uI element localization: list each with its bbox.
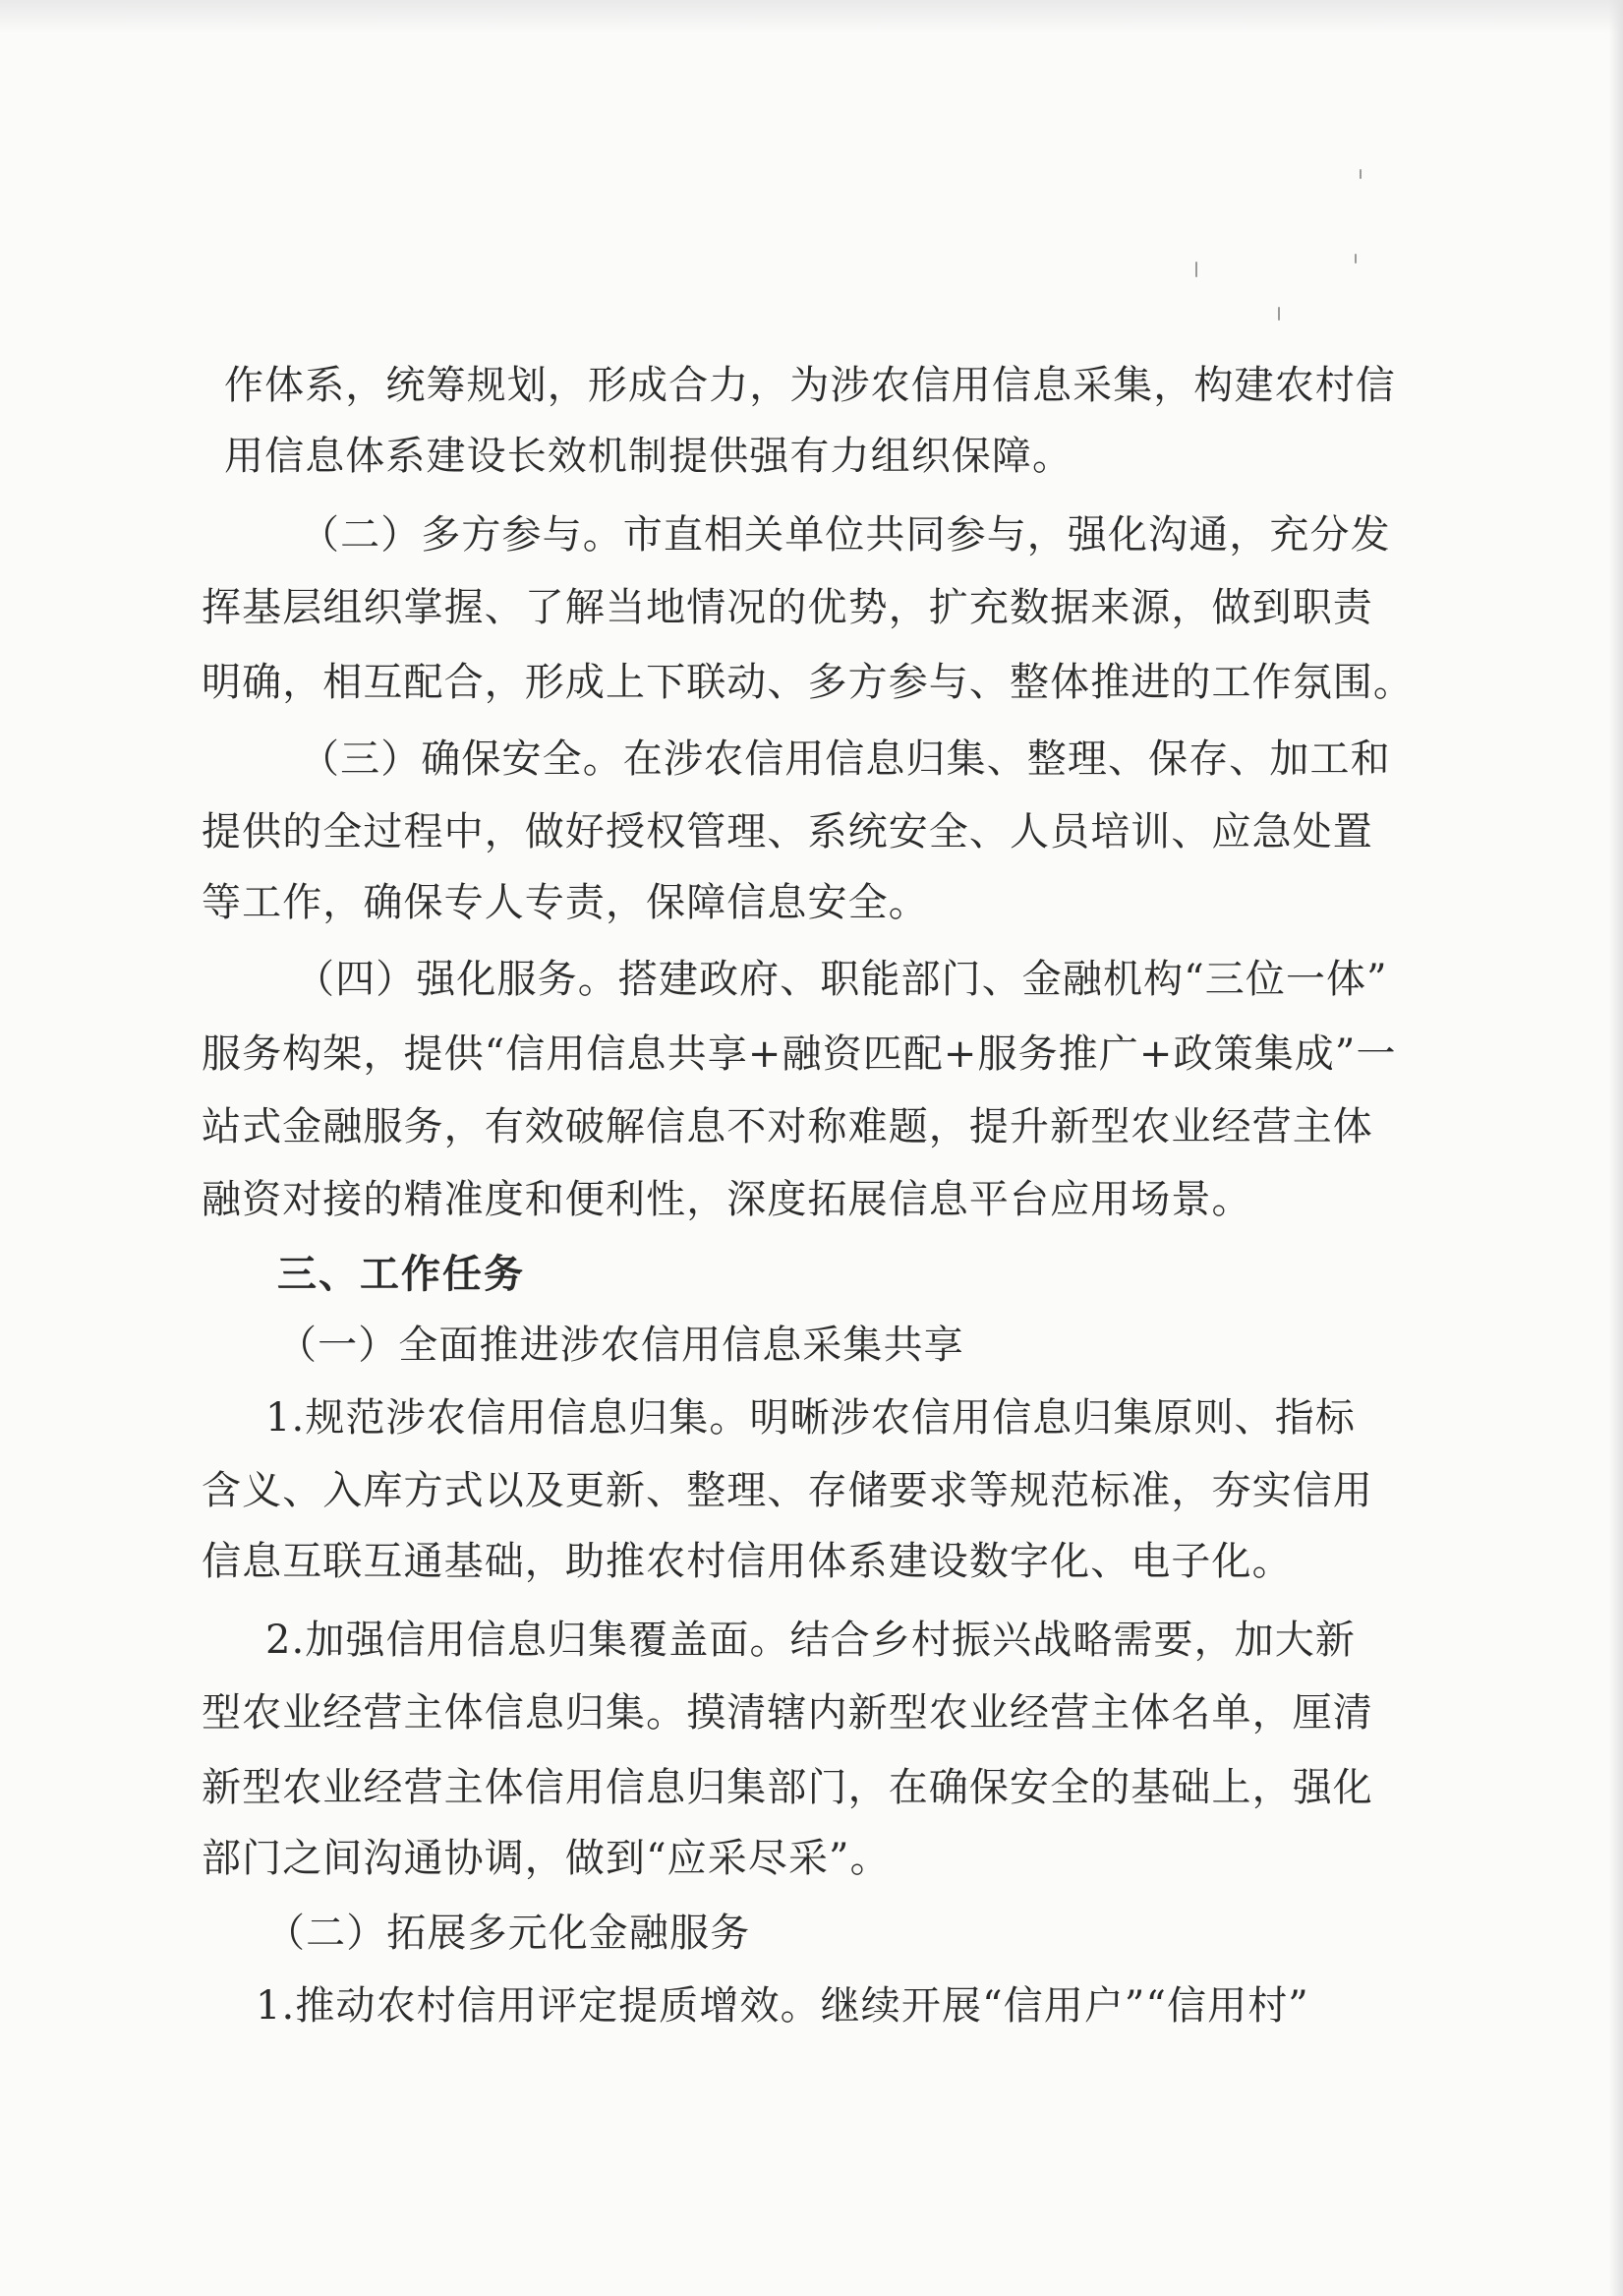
text-line: （二）多方参与。市直相关单位共同参与，强化沟通，充分发 xyxy=(300,512,1391,558)
text-line: 作体系，统筹规划，形成合力，为涉农信用信息采集，构建农村信 xyxy=(224,363,1396,408)
text-line: （三）确保安全。在涉农信用信息归集、整理、保存、加工和 xyxy=(300,736,1391,782)
subsection-heading: （一）全面推进涉农信用信息采集共享 xyxy=(277,1323,964,1368)
text-line: 等工作，确保专人专责，保障信息安全。 xyxy=(202,880,929,925)
text-line: （四）强化服务。搭建政府、职能部门、金融机构“三位一体” xyxy=(295,957,1388,1002)
section-heading: 三、工作任务 xyxy=(277,1252,525,1297)
text-line: 服务构架，提供“信用信息共享+融资匹配+服务推广+政策集成”一 xyxy=(202,1031,1397,1077)
text-line: 新型农业经营主体信用信息归集部门，在确保安全的基础上，强化 xyxy=(202,1765,1373,1810)
text-line: 用信息体系建设长效机制提供强有力组织保障。 xyxy=(224,434,1073,479)
text-line: 型农业经营主体信息归集。摸清辖内新型农业经营主体名单，厘清 xyxy=(202,1690,1373,1736)
text-line: 挥基层组织掌握、了解当地情况的优势，扩充数据来源，做到职责 xyxy=(202,585,1373,630)
text-line: 明确，相互配合，形成上下联动、多方参与、整体推进的工作氛围。 xyxy=(202,660,1414,705)
text-line: 提供的全过程中，做好授权管理、系统安全、人员培训、应急处置 xyxy=(202,809,1373,854)
text-line: 站式金融服务，有效破解信息不对称难题，提升新型农业经营主体 xyxy=(202,1104,1373,1149)
text-line: 含义、入库方式以及更新、整理、存储要求等规范标准，夯实信用 xyxy=(202,1468,1373,1513)
subsection-heading: （二）拓展多元化金融服务 xyxy=(265,1911,751,1956)
text-line: 融资对接的精准度和便利性，深度拓展信息平台应用场景。 xyxy=(202,1177,1252,1222)
text-line: 1.规范涉农信用信息归集。明晰涉农信用信息归集原则、指标 xyxy=(265,1395,1356,1441)
text-line: 1.推动农村信用评定提质增效。继续开展“信用户”“信用村” xyxy=(256,1983,1309,2029)
text-line: 2.加强信用信息归集覆盖面。结合乡村振兴战略需要，加大新 xyxy=(265,1618,1356,1663)
text-line: 信息互联互通基础，助推农村信用体系建设数字化、电子化。 xyxy=(202,1539,1293,1584)
text-line: 部门之间沟通协调，做到“应采尽采”。 xyxy=(202,1836,891,1881)
